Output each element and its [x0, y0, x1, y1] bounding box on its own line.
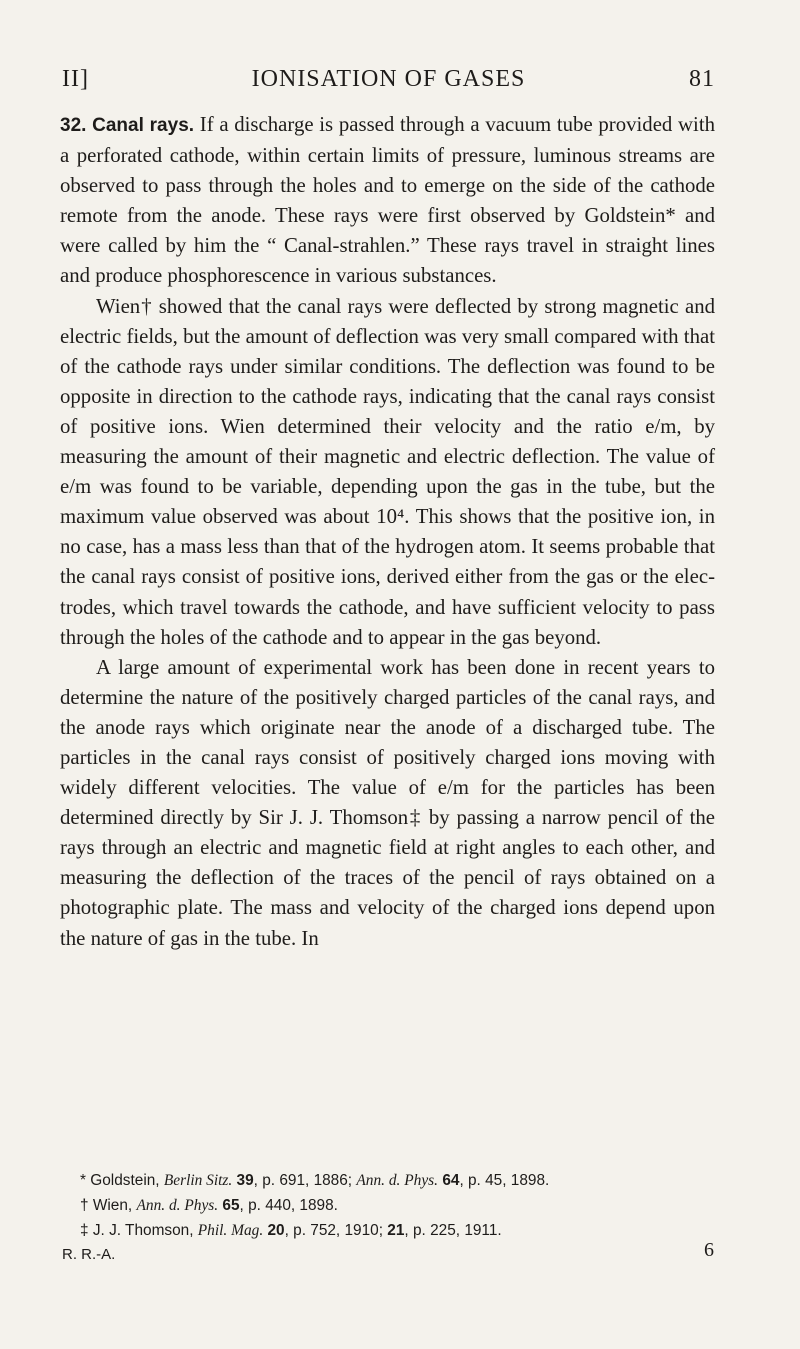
footnote-2 — [80, 1193, 720, 1218]
footnote-volume: 39 — [236, 1172, 254, 1189]
paragraph-2: Wien† showed that the canal rays were deflected by strong magnetic and electric fields, but the amount of deflection was very small compared with that of the cathode rays under similar conditions. The deflection was found to be opposite in direction to the cathode rays, indicating that the canal rays consist of positive ions. Wien determined their velocity and the ratio e/m, by measuring the amount of their magnetic and electric deflection. The value of e/m was found to be variable, depending upon the gas in the tube, but the maximum value observed was about 10⁴. This shows that the positive ion, in no case, has a mass less than that of the hydrogen atom. It seems probable that the canal rays consist of positive ions, derived either from the gas or the electrodes, which travel towards the cathode, and have sufficient velocity to pass through the holes of the cathode and to appear in the gas beyond. — [60, 294, 715, 649]
signature-number: 6 — [704, 1239, 714, 1261]
main-text — [60, 110, 715, 954]
running-title: IONISATION OF GASES — [251, 66, 526, 92]
printer-signature: R. R.-A. — [62, 1246, 116, 1263]
section-number: 32. — [60, 115, 87, 136]
footnote-author: Goldstein, — [90, 1172, 160, 1189]
footnote-citation: , p. 752, 1910; — [284, 1222, 384, 1239]
footnote-volume: 64 — [442, 1172, 460, 1189]
footnote-mark: * — [80, 1172, 86, 1189]
footnote-journal: Ann. d. Phys. — [356, 1172, 439, 1189]
footnote-1 — [80, 1168, 720, 1193]
footnote-citation: , p. 225, 1911. — [404, 1222, 502, 1239]
section-heading: Canal rays. — [92, 115, 195, 136]
footnotes — [80, 1168, 720, 1243]
footnote-citation: , p. 691, 1886; — [253, 1172, 353, 1189]
footnote-journal: Berlin Sitz. — [163, 1172, 233, 1189]
footnote-volume: 20 — [267, 1222, 285, 1239]
paragraph-1 — [60, 110, 715, 292]
footnote-volume: 65 — [222, 1197, 240, 1214]
footnote-author: J. J. Thomson, — [92, 1222, 194, 1239]
footnote-journal: Ann. d. Phys. — [136, 1197, 219, 1214]
footnote-citation: , p. 440, 1898. — [239, 1197, 338, 1214]
footnote-3 — [80, 1218, 720, 1243]
footnote-journal: Phil. Mag. — [197, 1222, 264, 1239]
footnote-volume: 21 — [387, 1222, 405, 1239]
footnote-mark: † — [80, 1197, 89, 1214]
footnote-citation: , p. 45, 1898. — [459, 1172, 550, 1189]
page-number: 81 — [689, 66, 715, 92]
footnote-author: Wien, — [92, 1197, 133, 1214]
paragraph-1-text: If a discharge is passed through a vacuum tube provided with a perforated cathode, within certain limits of pressure, luminous streams are observed to pass through the holes and to emerge on the side of the cathode remote from the anode. These rays were first observed by Goldstein* and were called by him the “ Canal-strahlen.” These rays travel in straight lines and produce phosphorescence in various substances. — [60, 113, 716, 288]
running-header — [62, 66, 715, 106]
paragraph-3: A large amount of experimental work has been done in recent years to determine the nature of the positively charged particles of the canal rays, and the anode rays which originate near the anode of a discharged tube. The particles in the canal rays consist of positively charged ions moving with widely different velocities. The value of e/m for the particles has been determined directly by Sir J. J. Thomson‡ by passing a narrow pencil of the rays through an electric and magnetic field at right angles to each other, and measuring the deflection of the traces of the pencil of rays obtained on a photographic plate. The mass and velocity of the charged ions depend upon the nature of gas in the tube. In — [60, 655, 715, 950]
footnote-mark: ‡ — [80, 1222, 89, 1239]
chapter-marker: II] — [62, 66, 89, 92]
